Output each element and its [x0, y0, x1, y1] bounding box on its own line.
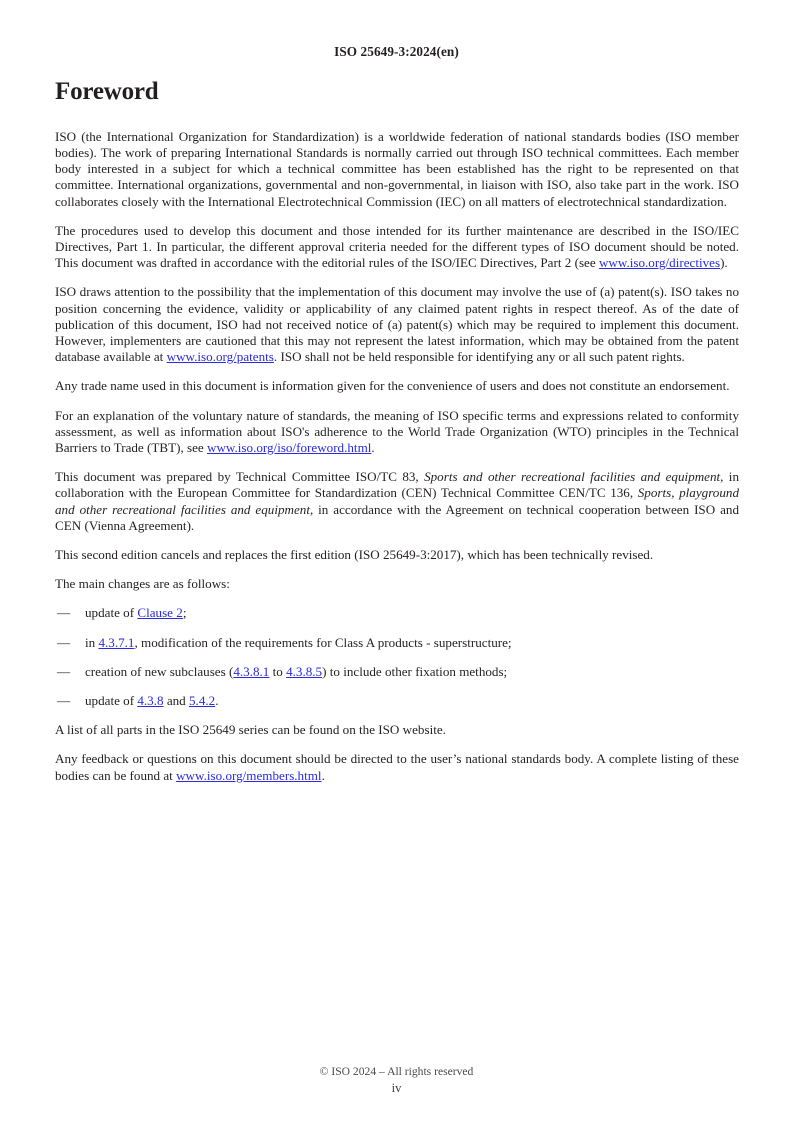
committee-title-cen136: Sports, playground and other recreational facilities and equipment, — [55, 485, 739, 517]
link-iso-members[interactable]: www.iso.org/members.html — [176, 767, 322, 783]
list-item-text-before: update of — [85, 693, 138, 709]
paragraph-text-before-link: Any feedback or questions on this document should be directed to the user’s national standards body. A complete listing of these bodies can be found at — [55, 751, 739, 783]
paragraph-iso-intro — [55, 129, 739, 210]
paragraph-text-segment-2: , in collaboration with the European Committee for Standardization (CEN) Technical Committee CEN/TC 136, — [55, 469, 739, 501]
copyright-notice: © ISO 2024 – All rights reserved — [319, 1065, 474, 1078]
list-item-text-middle: to — [269, 663, 287, 679]
paragraph-text-after-link: . ISO shall not be held responsible for identifying any or all such patent rights. — [273, 349, 685, 365]
link-iso-directives[interactable]: www.iso.org/directives — [598, 255, 721, 271]
list-item — [55, 693, 739, 709]
paragraph-text: This second edition cancels and replaces the first edition (ISO 25649-3:2017), which has been technically revised. — [55, 547, 654, 563]
paragraph-text-after-link: . — [371, 440, 375, 455]
link-subclause-4385[interactable]: 4.3.8.5 — [286, 663, 323, 679]
link-iso-foreword[interactable]: www.iso.org/iso/foreword.html — [207, 440, 372, 455]
paragraph-voluntary-nature — [55, 408, 739, 457]
paragraph-text: A list of all parts in the ISO 25649 series can be found on the ISO website. — [55, 722, 446, 738]
paragraph-text-after-link: ). — [720, 255, 728, 271]
paragraph-technical-committee — [55, 469, 739, 534]
committee-title-tc83: Sports and other recreational facilities and equipment — [424, 469, 721, 485]
paragraph-edition-note — [55, 547, 739, 563]
paragraph-text-before-link: The procedures used to develop this document and those intended for its further maintenance are described in the ISO/IEC Directives, Part 1. In particular, the different approval criteria needed for the different types of ISO document should be noted. This document was drafted in accordance with the editorial rules of the ISO/IEC Directives, Part 2 (see — [55, 222, 739, 271]
list-item-text-after: . — [215, 693, 219, 709]
paragraph-text-before-link: ISO draws attention to the possibility that the implementation of this document may involve the use of (a) patent(s). ISO takes no position concerning the evidence, validity or applicability of any claimed patent rights in respect thereof. As of the date of publication of this document, ISO had not received notice of (a) patent(s) which may be required to implement this document. However, implementers are cautioned that this may not represent the latest information, which may be obtained from the patent database available at — [55, 284, 739, 365]
list-item-text-before: in — [85, 634, 99, 650]
paragraph-trade-name — [55, 378, 739, 394]
link-subclause-4371[interactable]: 4.3.7.1 — [98, 634, 135, 650]
paragraph-text-after-link: . — [321, 767, 325, 783]
paragraph-text-segment-1: This document was prepared by Technical Committee ISO/TC 83, — [55, 469, 425, 485]
paragraph-text-segment-3: in accordance with the Agreement on technical cooperation between ISO and CEN (Vienna Agreement). — [55, 501, 740, 533]
paragraph-main-changes-intro — [55, 576, 739, 592]
page-number: iv — [391, 1081, 402, 1095]
link-subclause-542[interactable]: 5.4.2 — [189, 693, 216, 709]
paragraph-text: ISO (the International Organization for Standardization) is a worldwide federation of national standards bodies (ISO member bodies). The work of preparing International Standards is normally carried out through ISO technical committees. Each member body interested in a subject for which a technical committee has been established has the right to be represented on that committee. International organizations, governmental and non-governmental, in liaison with ISO, also take part in the work. ISO collaborates closely with the International Electrotechnical Commission (IEC) on all matters of electrotechnical standardization. — [55, 128, 739, 209]
document-body — [55, 78, 739, 797]
link-iso-patents[interactable]: www.iso.org/patents — [166, 349, 274, 365]
dash-bullet-icon: — — [57, 605, 71, 621]
dash-bullet-icon: — — [57, 693, 71, 709]
paragraph-patents — [55, 284, 739, 365]
running-head: ISO 25649-3:2024(en) — [334, 44, 459, 59]
list-item-text-after: , modification of the requirements for Class A products - superstructure; — [134, 634, 512, 650]
paragraph-text: Any trade name used in this document is information given for the convenience of users and does not constitute an endorsement. — [55, 378, 730, 394]
page-title: Foreword — [55, 78, 159, 105]
changes-list — [55, 605, 739, 709]
list-item-text-after: ) to include other fixation methods; — [322, 663, 508, 679]
list-item-text-middle: and — [163, 693, 189, 709]
list-item — [55, 664, 739, 680]
list-item — [55, 635, 739, 651]
link-subclause-438[interactable]: 4.3.8 — [137, 693, 164, 709]
list-item-text-after: ; — [182, 605, 187, 621]
paragraph-text-before-link: For an explanation of the voluntary nature of standards, the meaning of ISO specific terms and expressions related to conformity assessment, as well as information about ISO's adherence to the World Trade Organization (WTO) principles in the Technical Barriers to Trade (TBT), see — [55, 407, 739, 455]
paragraph-feedback — [55, 751, 739, 783]
list-item — [55, 605, 739, 621]
page-footer — [0, 1064, 793, 1096]
list-item-text-before: update of — [85, 605, 138, 621]
dash-bullet-icon: — — [57, 634, 71, 650]
link-subclause-4381[interactable]: 4.3.8.1 — [233, 663, 270, 679]
paragraph-text: The main changes are as follows: — [55, 576, 230, 592]
paragraph-parts-list — [55, 722, 739, 738]
list-item-text-before: creation of new subclauses ( — [85, 663, 234, 679]
link-clause-2[interactable]: Clause 2 — [137, 605, 183, 621]
dash-bullet-icon: — — [57, 663, 71, 679]
paragraph-procedures — [55, 223, 739, 272]
